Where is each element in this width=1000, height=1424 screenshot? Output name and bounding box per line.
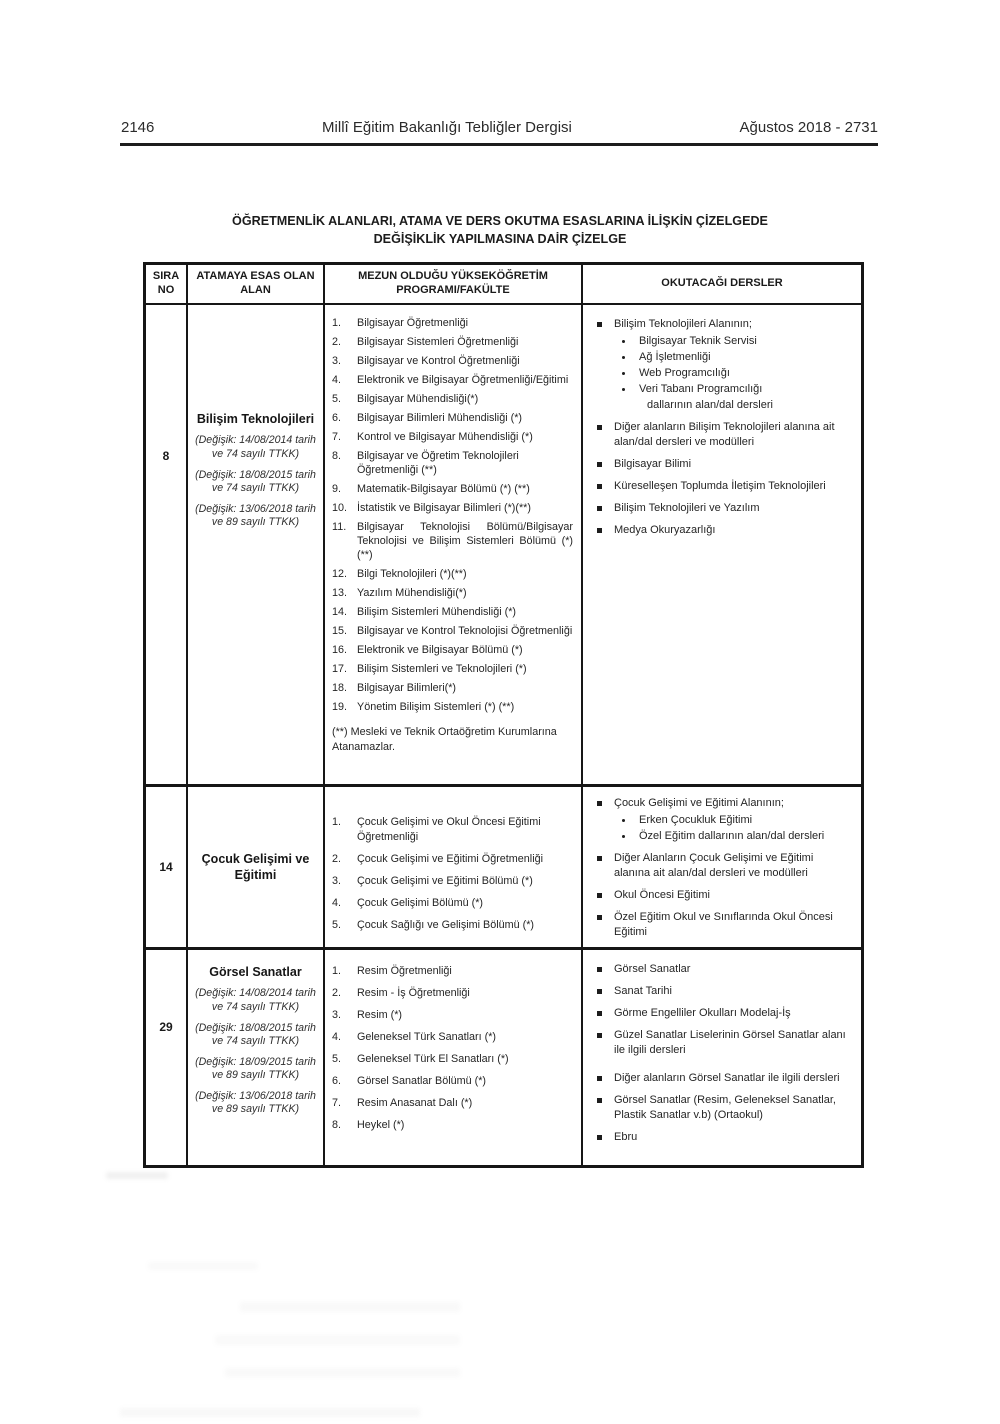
doc-title-line-2: DEĞİŞİKLİK YAPILMASINA DAİR ÇİZELGE: [373, 231, 627, 246]
program-text: Resim Anasanat Dalı (*): [357, 1097, 473, 1109]
program-text: Bilişim Sistemleri ve Teknolojileri (*): [357, 663, 527, 675]
program-item: [332, 567, 573, 581]
ders-text: Bilgisayar Bilimi: [614, 458, 692, 470]
dot-bullet-icon: [622, 372, 625, 375]
program-item: [332, 624, 573, 638]
doc-title: [0, 213, 1000, 248]
ders-text: Diğer alanların Bilişim Teknolojileri alanına ait alan/dal dersleri ve modülleri: [614, 421, 835, 448]
program-number: 5.: [332, 1053, 342, 1065]
program-item: [332, 918, 573, 933]
program-text: Bilgisayar Teknolojisi Bölümü/Bilgisayar Teknolojisi ve Bilişim Sistemleri Bölümü (*) (**): [357, 521, 573, 561]
program-item: [332, 1052, 573, 1067]
sira-no: 8: [146, 305, 188, 784]
ders-text-block: [614, 523, 851, 538]
ders-text-block: [614, 910, 851, 940]
program-item: [332, 392, 573, 406]
square-bullet-icon: [597, 967, 602, 972]
square-bullet-icon: [597, 506, 602, 511]
program-number: 2.: [332, 987, 342, 999]
program-list: [332, 815, 573, 933]
alan-cell: [188, 787, 325, 947]
program-item: [332, 335, 573, 349]
ders-item: [597, 420, 851, 450]
running-head: [121, 119, 878, 136]
ders-text-block: [614, 888, 851, 903]
scan-artifact: [240, 1302, 460, 1312]
ders-item: [597, 457, 851, 472]
program-number: 16.: [332, 644, 348, 656]
program-text: Yazılım Mühendisliği(*): [357, 587, 467, 599]
program-text: Bilgisayar Öğretmenliği: [357, 317, 469, 329]
ders-text-block: [614, 420, 851, 450]
ders-item: [597, 479, 851, 494]
program-text: Bilgisayar ve Kontrol Teknolojisi Öğretmenliği: [357, 625, 573, 637]
header-mezun-program: MEZUN OLDUĞU YÜKSEKÖĞRETİM PROGRAMI/FAKÜLTE: [325, 265, 583, 303]
program-number: 9.: [332, 483, 342, 495]
program-number: 14.: [332, 606, 348, 618]
ders-text: Medya Okuryazarlığı: [614, 524, 716, 536]
sira-no: 29: [146, 950, 188, 1165]
program-item: [332, 681, 573, 695]
program-text: Çocuk Gelişimi ve Eğitimi Bölümü (*): [357, 875, 533, 887]
program-item: [332, 643, 573, 657]
ders-text: Görsel Sanatlar: [614, 963, 691, 975]
program-item: [332, 316, 573, 330]
program-text: Elektronik ve Bilgisayar Bölümü (*): [357, 644, 523, 656]
program-number: 12.: [332, 568, 348, 580]
programs-cell: [325, 787, 583, 947]
program-text: Çocuk Gelişimi ve Okul Öncesi Eğitimi Öğretmenliği: [357, 816, 541, 843]
ders-subitem-text: Ağ İşletmenliği: [639, 351, 711, 363]
ders-text-block: [614, 1130, 851, 1145]
ders-text: Küreselleşen Toplumda İletişim Teknolojileri: [614, 480, 826, 492]
program-item: [332, 354, 573, 368]
program-text: Bilişim Sistemleri Mühendisliği (*): [357, 606, 516, 618]
header-sira-no: SIRA NO: [146, 265, 188, 303]
program-text: Bilgisayar Bilimleri(*): [357, 682, 456, 694]
program-text: Bilgisayar Mühendisliği(*): [357, 393, 479, 405]
programs-cell: [325, 950, 583, 1165]
ders-text-block: [614, 1006, 851, 1021]
ders-sublist-tail: dallarının alan/dal dersleri: [647, 399, 773, 411]
page-number: 2146: [121, 119, 155, 136]
program-number: 2.: [332, 336, 342, 348]
ders-subitem: [622, 812, 851, 828]
ders-text-block: [614, 1093, 851, 1123]
program-text: Bilgi Teknolojileri (*)(**): [357, 568, 467, 580]
doc-title-line-1: ÖĞRETMENLİK ALANLARI, ATAMA VE DERS OKUTMA ESASLARINA İLİŞKİN ÇİZELGEDE: [232, 214, 768, 228]
scan-artifact: [120, 1408, 420, 1417]
program-item: [332, 1008, 573, 1023]
alan-name: Görsel Sanatlar: [209, 965, 302, 980]
program-item: [332, 586, 573, 600]
ders-sublist: [622, 333, 851, 413]
header-rule: [120, 143, 878, 146]
square-bullet-icon: [597, 893, 602, 898]
alan-cell: [188, 305, 325, 784]
program-item: [332, 986, 573, 1001]
program-text: Geleneksel Türk El Sanatları (*): [357, 1053, 509, 1065]
square-bullet-icon: [597, 528, 602, 533]
dersler-cell: [583, 950, 861, 1165]
program-number: 17.: [332, 663, 348, 675]
ders-subitem-text: Web Programcılığı: [639, 367, 730, 379]
program-number: 10.: [332, 502, 348, 514]
ders-item: [597, 523, 851, 538]
program-item: [332, 605, 573, 619]
square-bullet-icon: [597, 1098, 602, 1103]
program-number: 4.: [332, 374, 342, 386]
ders-item: [597, 1028, 851, 1058]
ders-item: [597, 888, 851, 903]
program-list: [332, 316, 573, 714]
program-text: Çocuk Sağlığı ve Gelişimi Bölümü (*): [357, 919, 535, 931]
program-text: Bilgisayar ve Öğretim Teknolojileri Öğretmenliği (**): [357, 450, 519, 476]
ders-subitem: [622, 349, 851, 365]
program-item: [332, 964, 573, 979]
program-number: 3.: [332, 875, 342, 887]
ders-subitem-text: Bilgisayar Teknik Servisi: [639, 335, 757, 347]
ders-text-block: [614, 1028, 851, 1058]
ders-item: [597, 910, 851, 940]
program-item: [332, 1118, 573, 1133]
square-bullet-icon: [597, 1135, 602, 1140]
program-number: 19.: [332, 701, 348, 713]
square-bullet-icon: [597, 915, 602, 920]
program-number: 1.: [332, 816, 342, 828]
ders-text-block: [614, 457, 851, 472]
program-text: Heykel (*): [357, 1119, 405, 1131]
ders-text: Bilişim Teknolojileri ve Yazılım: [614, 502, 760, 514]
square-bullet-icon: [597, 989, 602, 994]
dot-bullet-icon: [622, 356, 625, 359]
table-row: [146, 787, 861, 950]
program-text: Geleneksel Türk Sanatları (*): [357, 1031, 497, 1043]
ders-item: [597, 1093, 851, 1123]
program-number: 8.: [332, 1119, 342, 1131]
ders-item: [597, 501, 851, 516]
alan-note: (Değişik: 18/08/2015 tarih ve 74 sayılı TTKK): [195, 1021, 316, 1048]
program-number: 13.: [332, 587, 348, 599]
header-okutacagi-dersler: OKUTACAĞI DERSLER: [661, 277, 783, 290]
ders-item: [597, 984, 851, 999]
program-number: 5.: [332, 919, 342, 931]
program-item: [332, 1074, 573, 1089]
program-text: Bilgisayar ve Kontrol Öğretmenliği: [357, 355, 520, 367]
ders-text: Görsel Sanatlar (Resim, Geleneksel Sanatlar, Plastik Sanatlar v.b) (Ortaokul): [614, 1094, 836, 1121]
program-text: Bilgisayar Sistemleri Öğretmenliği: [357, 336, 519, 348]
program-item: [332, 1096, 573, 1111]
program-item: [332, 662, 573, 676]
program-text: Resim - İş Öğretmenliği: [357, 987, 470, 999]
program-number: 6.: [332, 412, 342, 424]
program-text: Matematik-Bilgisayar Bölümü (*) (**): [357, 483, 530, 495]
square-bullet-icon: [597, 1033, 602, 1038]
scan-artifact: [106, 1172, 168, 1179]
ders-text: Ebru: [614, 1131, 638, 1143]
ders-text-block: [614, 984, 851, 999]
program-number: 2.: [332, 853, 342, 865]
alan-note: (Değişik: 18/09/2015 tarih ve 89 sayılı TTKK): [195, 1055, 316, 1082]
issue-label: Ağustos 2018 - 2731: [739, 119, 878, 136]
ders-item: [597, 851, 851, 881]
program-text: Çocuk Gelişimi Bölümü (*): [357, 897, 483, 909]
program-number: 7.: [332, 1097, 342, 1109]
records-table: [143, 262, 864, 1168]
ders-item: [597, 1006, 851, 1021]
scan-artifact: [215, 1335, 460, 1345]
scan-artifact: [225, 1368, 460, 1377]
program-number: 7.: [332, 431, 342, 443]
dersler-cell: [583, 305, 861, 784]
square-bullet-icon: [597, 484, 602, 489]
program-text: Resim (*): [357, 1009, 402, 1021]
program-item: [332, 815, 573, 845]
ders-text: Sanat Tarihi: [614, 985, 672, 997]
program-list: [332, 964, 573, 1133]
ders-text: Okul Öncesi Eğitimi: [614, 889, 710, 901]
program-number: 11.: [332, 521, 347, 533]
program-number: 8.: [332, 450, 342, 462]
program-item: [332, 852, 573, 867]
program-text: Çocuk Gelişimi ve Eğitimi Öğretmenliği: [357, 853, 543, 865]
square-bullet-icon: [597, 1076, 602, 1081]
ders-subitem-text: Veri Tabanı Programcılığı: [639, 383, 763, 395]
alan-name: Bilişim Teknolojileri: [196, 412, 315, 427]
ders-item: [597, 962, 851, 977]
sira-no: 14: [146, 787, 188, 947]
program-text: Yönetim Bilişim Sistemleri (*) (**): [357, 701, 515, 713]
table-row: [146, 950, 861, 1165]
programs-cell: [325, 305, 583, 784]
square-bullet-icon: [597, 801, 602, 806]
header-atamaya-esas: ATAMAYA ESAS OLAN ALAN: [188, 265, 325, 303]
alan-note: (Değişik: 14/08/2014 tarih ve 74 sayılı TTKK): [195, 987, 316, 1013]
ders-subitem-text: Özel Eğitim dallarının alan/dal dersleri: [639, 830, 825, 842]
programs-footnote: (**) Mesleki ve Teknik Ortaöğretim Kurumlarına Atanamazlar.: [332, 726, 557, 753]
ders-subitem-text: Erken Çocukluk Eğitimi: [639, 814, 753, 826]
ders-text: Diğer alanların Görsel Sanatlar ile ilgili dersleri: [614, 1072, 840, 1084]
program-item: [332, 700, 573, 714]
program-text: Bilgisayar Bilimleri Mühendisliği (*): [357, 412, 523, 424]
journal-title: Millî Eğitim Bakanlığı Tebliğler Dergisi: [322, 119, 572, 136]
ders-text-block: [614, 479, 851, 494]
program-number: 3.: [332, 1009, 342, 1021]
program-number: 1.: [332, 965, 342, 977]
program-text: Kontrol ve Bilgisayar Mühendisliği (*): [357, 431, 533, 443]
ders-text: Diğer Alanların Çocuk Gelişimi ve Eğitimi alanına ait alan/dal dersleri ve modülleri: [614, 852, 814, 879]
dot-bullet-icon: [622, 388, 625, 391]
program-item: [332, 1030, 573, 1045]
program-item: [332, 501, 573, 515]
square-bullet-icon: [597, 322, 602, 327]
ders-text-block: [614, 501, 851, 516]
ders-sublist: [622, 812, 851, 844]
ders-text-block: [614, 317, 851, 413]
ders-subitem: [622, 381, 851, 397]
program-number: 3.: [332, 355, 342, 367]
program-number: 18.: [332, 682, 348, 694]
alan-notes: [195, 980, 316, 1116]
program-text: Resim Öğretmenliği: [357, 965, 452, 977]
dot-bullet-icon: [622, 819, 625, 822]
program-text: Görsel Sanatlar Bölümü (*): [357, 1075, 487, 1087]
program-item: [332, 411, 573, 425]
alan-cell: [188, 950, 325, 1165]
program-number: 5.: [332, 393, 342, 405]
square-bullet-icon: [597, 1011, 602, 1016]
ders-text: Bilişim Teknolojileri Alanının;: [614, 318, 752, 330]
ders-subitem: [622, 828, 851, 844]
ders-item: [597, 317, 851, 413]
ders-text-block: [614, 962, 851, 977]
ders-text-block: [614, 1071, 851, 1086]
program-item: [332, 896, 573, 911]
program-number: 1.: [332, 317, 342, 329]
ders-item: [597, 1130, 851, 1145]
program-number: 4.: [332, 1031, 342, 1043]
program-item: [332, 449, 573, 477]
square-bullet-icon: [597, 856, 602, 861]
alan-note: (Değişik: 13/06/2018 tarih ve 89 sayılı TTKK): [195, 502, 316, 529]
dersler-cell: [583, 787, 861, 947]
program-number: 6.: [332, 1075, 342, 1087]
table-row: [146, 305, 861, 787]
ders-text: Görme Engelliler Okulları Modelaj-İş: [614, 1007, 791, 1019]
dot-bullet-icon: [622, 340, 625, 343]
program-item: [332, 874, 573, 889]
square-bullet-icon: [597, 425, 602, 430]
program-text: Elektronik ve Bilgisayar Öğretmenliği/Eğitimi: [357, 374, 569, 386]
scan-artifact: [148, 1262, 258, 1270]
alan-note: (Değişik: 13/06/2018 tarih ve 89 sayılı TTKK): [195, 1089, 316, 1116]
ders-item: [597, 1071, 851, 1086]
dot-bullet-icon: [622, 835, 625, 838]
table-header-row: [146, 265, 861, 305]
ders-text: Çocuk Gelişimi ve Eğitimi Alanının;: [614, 797, 784, 809]
ders-text-block: [614, 796, 851, 844]
program-text: İstatistik ve Bilgisayar Bilimleri (*)(**): [357, 502, 531, 514]
alan-note: (Değişik: 18/08/2015 tarih ve 74 sayılı TTKK): [195, 468, 316, 495]
alan-note: (Değişik: 14/08/2014 tarih ve 74 sayılı TTKK): [195, 434, 316, 461]
program-number: 15.: [332, 625, 348, 637]
program-item: [332, 373, 573, 387]
ders-item: [597, 796, 851, 844]
alan-name: Çocuk Gelişimi ve Eğitimi: [201, 851, 310, 882]
program-item: [332, 482, 573, 496]
program-item: [332, 430, 573, 444]
program-item: [332, 520, 573, 562]
ders-text-block: [614, 851, 851, 881]
program-number: 4.: [332, 897, 342, 909]
square-bullet-icon: [597, 462, 602, 467]
ders-subitem: [622, 333, 851, 349]
ders-text: Güzel Sanatlar Liselerinin Görsel Sanatlar alanı ile ilgili dersleri: [614, 1029, 846, 1056]
ders-text: Özel Eğitim Okul ve Sınıflarında Okul Öncesi Eğitimi: [614, 911, 833, 938]
ders-subitem: [622, 365, 851, 381]
alan-notes: [195, 427, 316, 529]
